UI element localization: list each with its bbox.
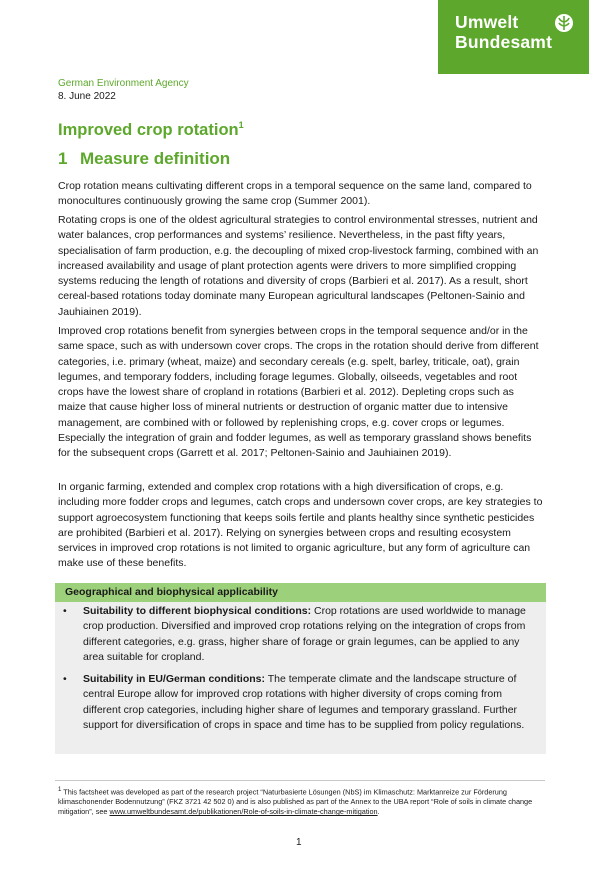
logo-line-1: Umwelt (455, 12, 519, 32)
bullet-label: Suitability to different biophysical conditions: (83, 605, 312, 617)
title-footnote-ref[interactable]: 1 (238, 120, 244, 130)
title-text: Improved crop rotation (58, 121, 239, 139)
footnote-end: . (377, 807, 380, 817)
footnote-link[interactable]: www.umweltbundesamt.de/publikationen/Role-of-soils-in-climate-change-mitigation (109, 807, 378, 817)
bullet-body: Crop rotations are used worldwide to manage crop production. Diversified and improved crop rotations relying on the integration of crops from different categories, e.g. grass, higher share of forage or grain legumes, can be applied to any area suitable for cropland. (83, 605, 526, 663)
paragraph-1: Crop rotation means cultivating different crops in a temporal sequence on the same land, compared to monocultures continuously growing the same crop (Summer 2001). (58, 180, 532, 208)
footnote-divider (55, 780, 545, 781)
footnote-mark: 1 (58, 786, 62, 793)
paragraph-4: In organic farming, extended and complex crop rotations with a high diversification of crops, e.g. including more fodder crops and legumes, catch crops and undersown cover crops, are key strategies to support agroecosystem functioning that keeps soils fertile and plants healthy since synthetic pesticides are prohibited (Barbieri et al. 2017). Relying on synergies between crops and resulting ecosystem services in improved crop rotations is not limited to organic agriculture, but any form of agriculture can make use of these benefits. (58, 481, 543, 570)
bullet-text (83, 672, 533, 733)
bullet-body: The temperate climate and the landscape structure of central Europe allow for improved crop rotations with higher diversity of crops coming from different crop categories, including higher share of legumes and temporary grassland. Further support for diversification of crops in space and time has to be supplied from policy regulations. (83, 673, 525, 731)
applicability-box (55, 583, 546, 754)
document-title (58, 120, 244, 140)
section-heading (58, 149, 230, 169)
bullet-text (83, 604, 533, 665)
paragraph-3: Improved crop rotations benefit from synergies between crops in the temporal sequence and/or in the same space, such as with undersown cover crops. The crops in the rotation should derive from different categories, i.e. primary (wheat, maize) and secondary cereals (e.g. spelt, barley, triticale, oat), grain legumes, and temporary fodders, including forage legumes. Globally, oilseeds, vegetables and root crops have the lowest share of cropland in rotations (Barbieri et al. 2012). Depleting crops such as maize that cause higher loss of mineral nutrients or destruction of organic matter due to intensive management, are combined with or followed by replenishing crops, e.g. cover crops or legumes. Especially the integration of grain and fodder legumes, as well as temporary grassland shows benefits for the subsequent crops (Garrett et al. 2017; Peltonen-Sainio and Jauhiainen 2019). (58, 325, 539, 460)
page-number: 1 (296, 837, 302, 848)
bullet-icon: • (63, 673, 67, 685)
applicability-heading: Geographical and biophysical applicability (55, 583, 546, 602)
paragraph-2: Rotating crops is one of the oldest agricultural strategies to control environmental stresses, nutrient and water balances, crop performances and systems’ resilience. Nevertheless, in the past fifty years, specialisation of farm production, e.g. the decoupling of mixed crop-livestock farming, combined with an increased availability and usage of plant protection agents were drivers to more simplified cropping systems reducing the length of rotations and diversity of crops (Barbieri et al. 2017). As a result, short cereal-based rotations today dominate many European agricultural landscapes (Peltonen-Sainio and Jauhiainen 2019). (58, 214, 539, 318)
bullet-label: Suitability in EU/German conditions: (83, 673, 266, 685)
bullet-item-eu-german (63, 672, 533, 733)
leaf-logo-icon (554, 13, 574, 33)
footnote (58, 785, 544, 817)
footnote-text: This factsheet was developed as part of the research project “Naturbasierte Lösungen (NbS) im Klimaschutz: Marktanreize zur Förderung klimaschonender Bodennutzung” (FKZ 3721 42 502 0) and is also published as part of the Annex to the UBA report “Role of soils in climate change mitigation”, see (58, 787, 533, 817)
uba-logo (438, 0, 589, 74)
section-title: Measure definition (80, 149, 231, 168)
agency-name: German Environment Agency (58, 78, 189, 89)
publication-date: 8. June 2022 (58, 91, 116, 102)
logo-line-2: Bundesamt (455, 32, 553, 52)
bullet-item-biophysical (63, 604, 533, 665)
bullet-icon: • (63, 605, 67, 617)
section-number: 1 (58, 149, 68, 168)
